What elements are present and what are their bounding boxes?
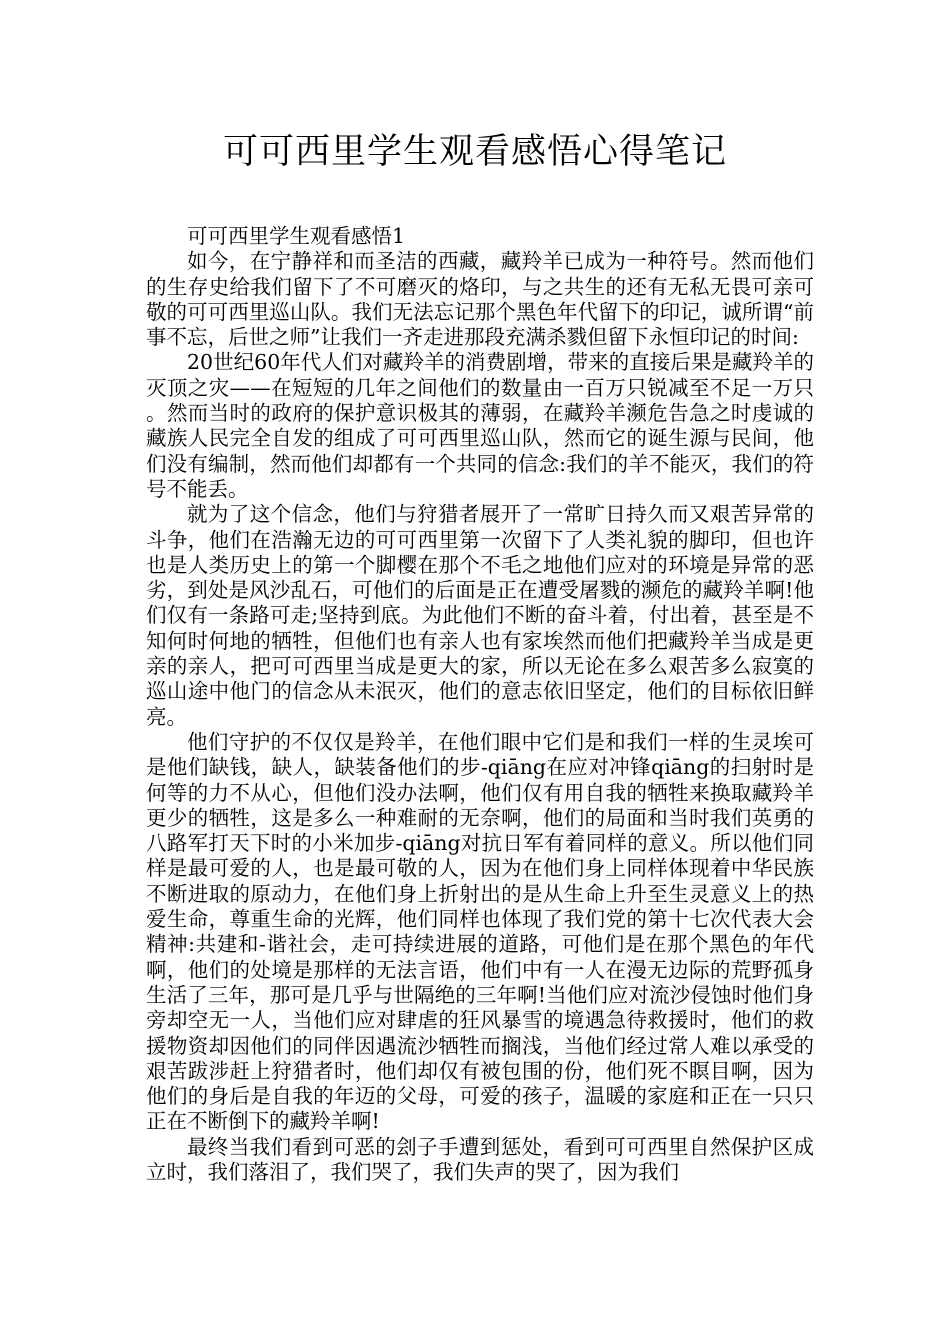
paragraph-5: 最终当我们看到可恶的刽子手遭到惩处，看到可可西里自然保护区成立时，我们落泪了，我们哭了，我们失声的哭了，因为我们 xyxy=(146,1134,814,1184)
paragraph-4: 他们守护的不仅仅是羚羊，在他们眼中它们是和我们一样的生灵埃可是他们缺钱，缺人，缺装备他们的步-qiāng在应对冲锋qiāng的扫射时是何等的力不从心，但他们没办法啊，他们仅有用自我的牺牲来换取藏羚羊更少的牺牲，这是多么一种难耐的无奈啊，他们的局面和当时我们英勇的八路军打天下时的小米加步-qiāng对抗日军有着同样的意义。所以他们同样是最可爱的人，也是最可敬的人，因为在他们身上同样体现着中华民族不断进取的原动力，在他们身上折射出的是从生命上升至生灵意义上的热爱生命，尊重生命的光辉，他们同样也体现了我们党的第十七次代表大会精神:共建和-谐社会，走可持续进展的道路，可他们是在那个黑色的年代啊，他们的处境是那样的无法言语，他们中有一人在漫无边际的荒野孤身生活了三年，那可是几乎与世隔绝的三年啊!当他们应对流沙侵蚀时他们身旁却空无一人，当他们应对肆虐的狂风暴雪的境遇急待救援时，他们的救援物资却因他们的同伴因遇流沙牺牲而搁浅，当他们经过常人难以承受的艰苦跋涉赶上狩猎者时，他们却仅有被包围的份，他们死不瞑目啊，因为他们的身后是自我的年迈的父母，可爱的孩子，温暖的家庭和正在一只只正在不断倒下的藏羚羊啊! xyxy=(146,729,814,1134)
document-title: 可可西里学生观看感悟心得笔记 xyxy=(222,132,727,172)
paragraph-3: 就为了这个信念，他们与狩猎者展开了一常旷日持久而又艰苦异常的斗争，他们在浩瀚无边的可可西里第一次留下了人类礼貌的脚印，但也许也是人类历史上的第一个脚樱在那个不毛之地他们应对的环境是异常的恶劣，到处是风沙乱石，可他们的后面是正在遭受屠戮的濒危的藏羚羊啊!他们仅有一条路可走;坚持到底。为此他们不断的奋斗着，付出着，甚至是不知何时何地的牺牲，但他们也有亲人也有家埃然而他们把藏羚羊当成是更亲的亲人，把可可西里当成是更大的家，所以无论在多么艰苦多么寂寞的巡山途中他门的信念从未泯灭，他们的意志依旧坚定，他们的目标依旧鲜亮。 xyxy=(146,502,814,729)
document-body xyxy=(146,224,814,1185)
section-heading: 可可西里学生观看感悟1 xyxy=(187,224,406,248)
paragraph-2: 20世纪60年代人们对藏羚羊的消费剧增，带来的直接后果是藏羚羊的灭顶之灾——在短短的几年之间他们的数量由一百万只锐减至不足一万只。然而当时的政府的保护意识极其的薄弱，在藏羚羊濒危告急之时虔诚的藏族人民完全自发的组成了可可西里巡山队，然而它的诞生源与民间，他们没有编制，然而他们却都有一个共同的信念:我们的羊不能灭，我们的符号不能丢。 xyxy=(146,350,814,501)
paragraph-1: 如今，在宁静祥和而圣洁的西藏，藏羚羊已成为一种符号。然而他们的生存史给我们留下了不可磨灭的烙印，与之共生的还有无私无畏可亲可敬的可可西里巡山队。我们无法忘记那个黑色年代留下的印记，诚所谓“前事不忘，后世之师”让我们一齐走进那段充满杀戮但留下永恒印记的时间: xyxy=(146,249,814,350)
